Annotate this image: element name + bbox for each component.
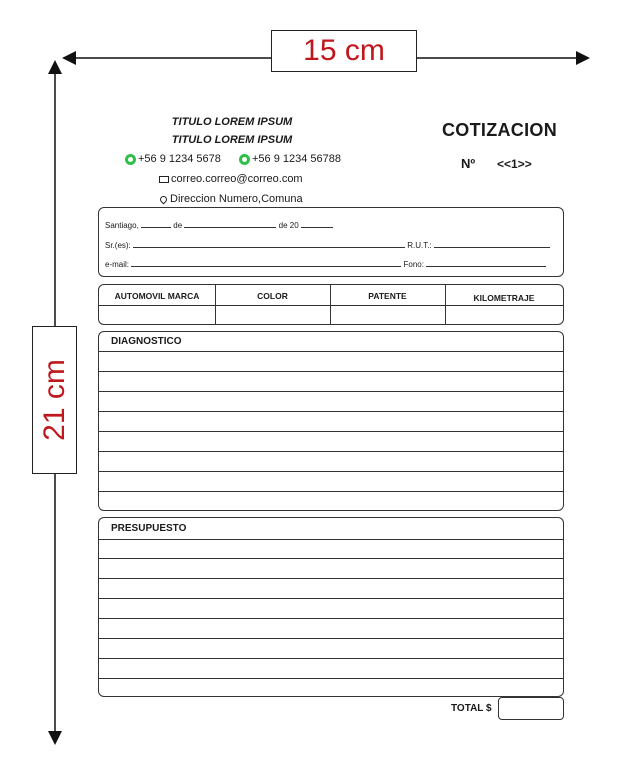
de-label-2: de 20 xyxy=(278,221,299,230)
name-field[interactable] xyxy=(133,240,405,248)
diagnostico-line xyxy=(99,431,563,432)
location-pin-icon xyxy=(159,194,169,204)
phone-2 xyxy=(239,153,341,165)
presupuesto-line xyxy=(99,558,563,559)
col-header-kilometraje: KILOMETRAJE xyxy=(473,292,535,303)
presupuesto-line xyxy=(99,618,563,619)
width-dimension-label: 15 cm xyxy=(271,30,417,72)
phone-field[interactable] xyxy=(426,259,546,267)
phone-2-text: +56 9 1234 56788 xyxy=(252,153,342,165)
diagnostico-line xyxy=(99,351,563,352)
diagnostico-box xyxy=(98,331,564,511)
diagnostico-line xyxy=(99,391,563,392)
diagnostico-line xyxy=(99,371,563,372)
de-label-1: de xyxy=(173,221,183,230)
rut-label: R.U.T.: xyxy=(407,241,432,250)
month-field[interactable] xyxy=(184,220,276,228)
total-label: TOTAL $ xyxy=(451,703,492,714)
diagnostico-line xyxy=(99,491,563,492)
email-text: correo.correo@correo.com xyxy=(171,173,303,185)
diagnostico-line xyxy=(99,451,563,452)
presupuesto-line xyxy=(99,638,563,639)
height-dimension-label xyxy=(32,326,77,474)
address-text: Direccion Numero,Comuna xyxy=(170,193,303,205)
whatsapp-icon xyxy=(125,154,136,165)
phone-1-text: +56 9 1234 5678 xyxy=(138,153,221,165)
envelope-icon xyxy=(159,176,169,183)
day-field[interactable] xyxy=(141,220,171,228)
fono-label: Fono: xyxy=(403,260,424,269)
email-line xyxy=(105,259,546,269)
company-title-1: TITULO LOREM IPSUM xyxy=(171,116,293,128)
name-line xyxy=(105,240,550,250)
height-dimension-text: 21 cm xyxy=(37,359,71,441)
number-value: <<1>> xyxy=(497,157,532,171)
col-header-patente: PATENTE xyxy=(368,290,407,301)
vehicle-table xyxy=(98,284,564,325)
presupuesto-box xyxy=(98,517,564,697)
col-header-marca: AUTOMOVIL MARCA xyxy=(114,290,200,301)
whatsapp-icon xyxy=(239,154,250,165)
date-line xyxy=(105,220,333,230)
company-title-2: TITULO LOREM IPSUM xyxy=(171,134,293,146)
number-label: Nº xyxy=(461,156,476,171)
diagnostico-line xyxy=(99,411,563,412)
presupuesto-line xyxy=(99,678,563,679)
email-field[interactable] xyxy=(131,259,401,267)
sr-label: Sr.(es): xyxy=(105,241,131,250)
year-field[interactable] xyxy=(301,220,333,228)
document-title: COTIZACION xyxy=(442,120,557,140)
col-header-color: COLOR xyxy=(257,290,288,301)
total-field[interactable] xyxy=(498,697,564,720)
presupuesto-line xyxy=(99,578,563,579)
address-contact xyxy=(160,193,303,205)
diagnostico-title: DIAGNOSTICO xyxy=(111,336,182,347)
presupuesto-line xyxy=(99,539,563,540)
diagnostico-line xyxy=(99,471,563,472)
presupuesto-line xyxy=(99,658,563,659)
rut-field[interactable] xyxy=(434,240,550,248)
phone-1 xyxy=(125,153,221,165)
presupuesto-title: PRESUPUESTO xyxy=(111,523,187,534)
presupuesto-line xyxy=(99,598,563,599)
city-label: Santiago, xyxy=(105,221,139,230)
client-info-box xyxy=(98,207,564,277)
email-label: e-mail: xyxy=(105,260,130,269)
email-contact xyxy=(159,173,303,185)
